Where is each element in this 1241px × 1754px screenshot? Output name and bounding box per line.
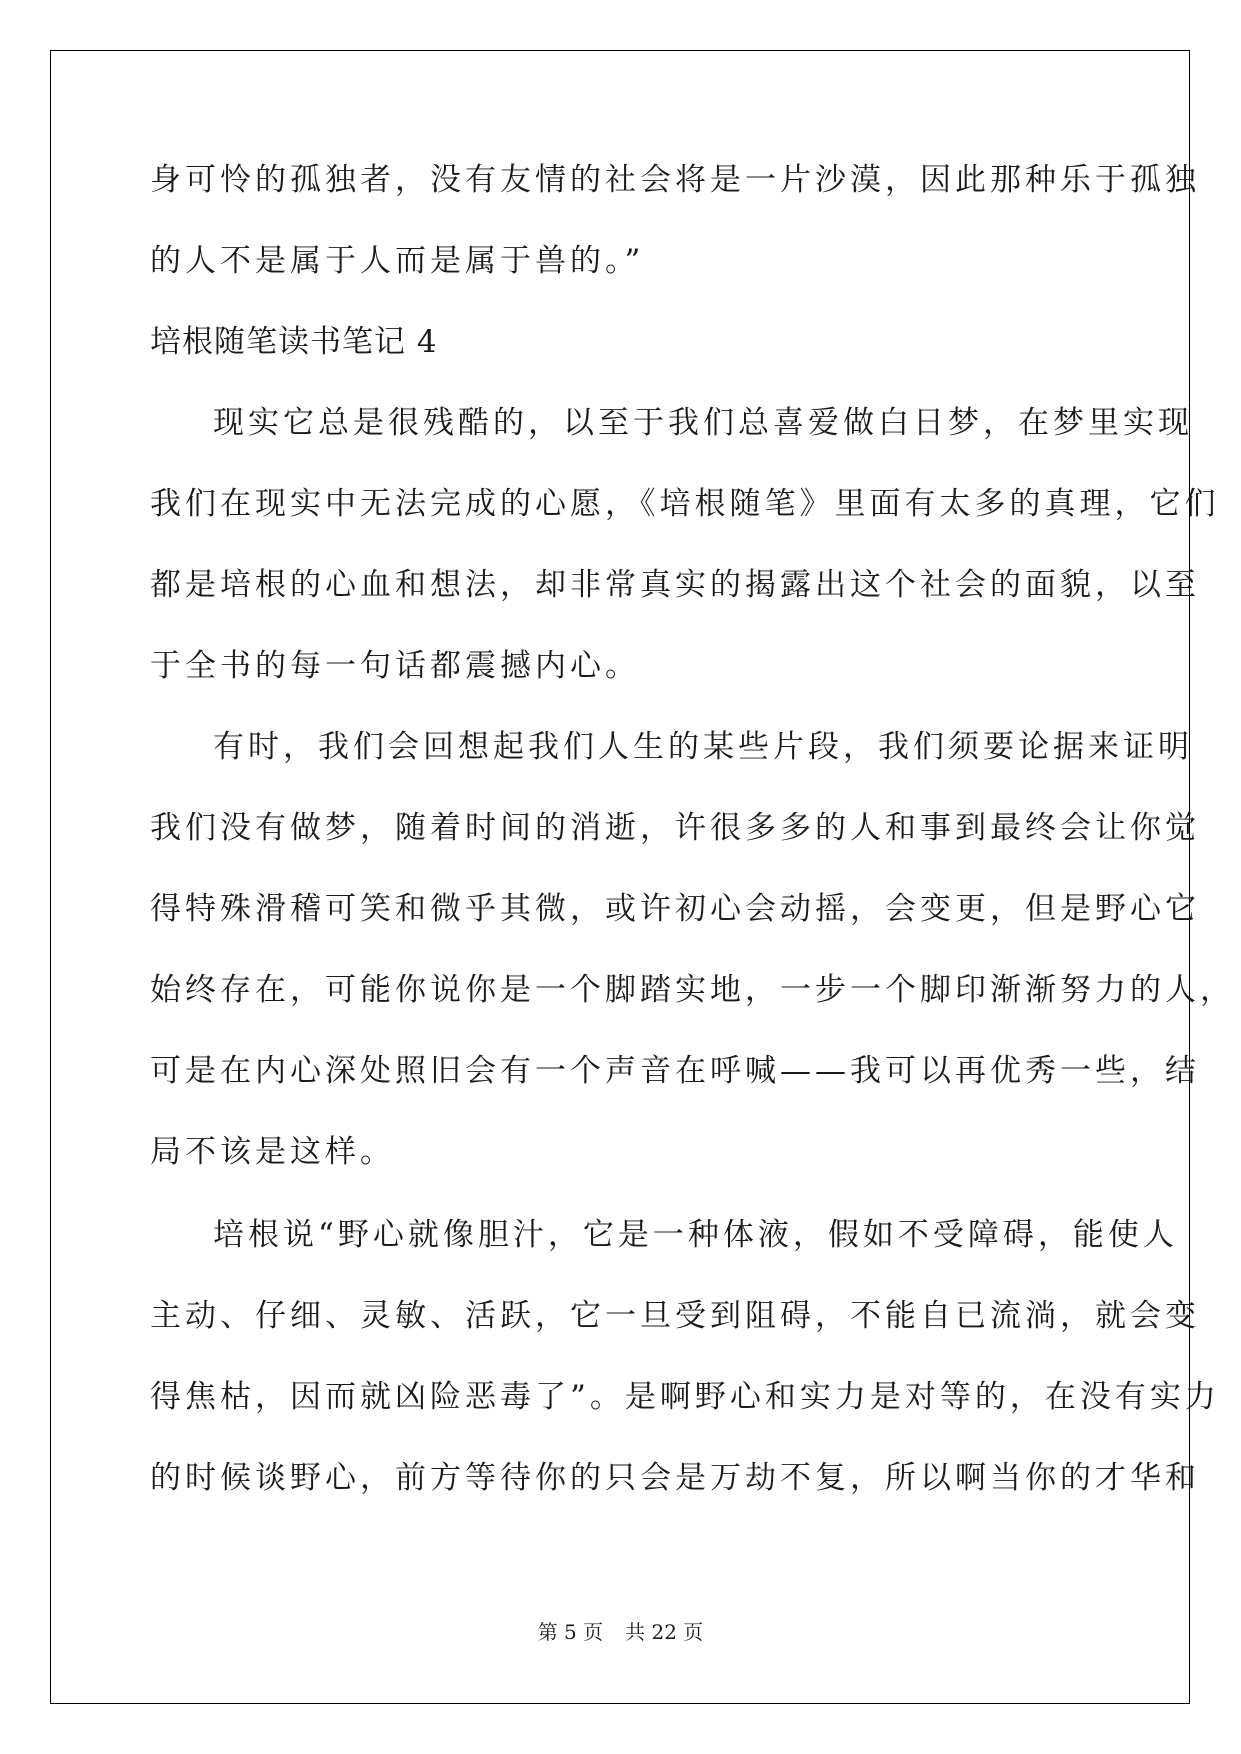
text-line: 我们没有做梦，随着时间的消逝，许很多多的人和事到最终会让你觉: [150, 810, 1200, 846]
text-line: 都是培根的心血和想法，却非常真实的揭露出这个社会的面貌，以至: [150, 567, 1200, 603]
paragraph-first-line: 现实它总是很残酷的，以至于我们总喜爱做白日梦，在梦里实现: [213, 405, 1193, 441]
text-line: 的人不是属于人而是属于兽的。”: [150, 243, 645, 279]
text-line: 得焦枯，因而就凶险恶毒了”。是啊野心和实力是对等的，在没有实力: [150, 1379, 1220, 1415]
text-line: 可是在内心深处照旧会有一个声音在呼喊——我可以再优秀一些，结: [150, 1053, 1200, 1089]
text-line: 的时候谈野心，前方等待你的只会是万劫不复，所以啊当你的才华和: [150, 1460, 1200, 1496]
document-body: [150, 160, 1235, 1539]
section-heading: 培根随笔读书笔记 4: [150, 324, 438, 360]
text-line: 我们在现实中无法完成的心愿，《培根随笔》里面有太多的真理，它们: [150, 486, 1220, 522]
text-line: 身可怜的孤独者，没有友情的社会将是一片沙漠，因此那种乐于孤独: [150, 162, 1200, 198]
text-line: 始终存在，可能你说你是一个脚踏实地，一步一个脚印渐渐努力的人，: [150, 972, 1235, 1008]
text-line: 于全书的每一句话都震撼内心。: [150, 648, 640, 684]
page-number: 第 5 页: [537, 1620, 604, 1644]
paragraph-first-line: 培根说“野心就像胆汁，它是一种体液，假如不受障碍，能使人: [213, 1217, 1178, 1253]
text-line: 得特殊滑稽可笑和微乎其微，或许初心会动摇，会变更，但是野心它: [150, 891, 1200, 927]
page-footer: [0, 1620, 1241, 1644]
page-total: 共 22 页: [625, 1620, 704, 1644]
paragraph-first-line: 有时，我们会回想起我们人生的某些片段，我们须要论据来证明: [213, 729, 1193, 765]
text-line: 局不该是这样。: [150, 1134, 395, 1170]
text-line: 主动、仔细、灵敏、活跃，它一旦受到阻碍，不能自已流淌，就会变: [150, 1298, 1200, 1334]
